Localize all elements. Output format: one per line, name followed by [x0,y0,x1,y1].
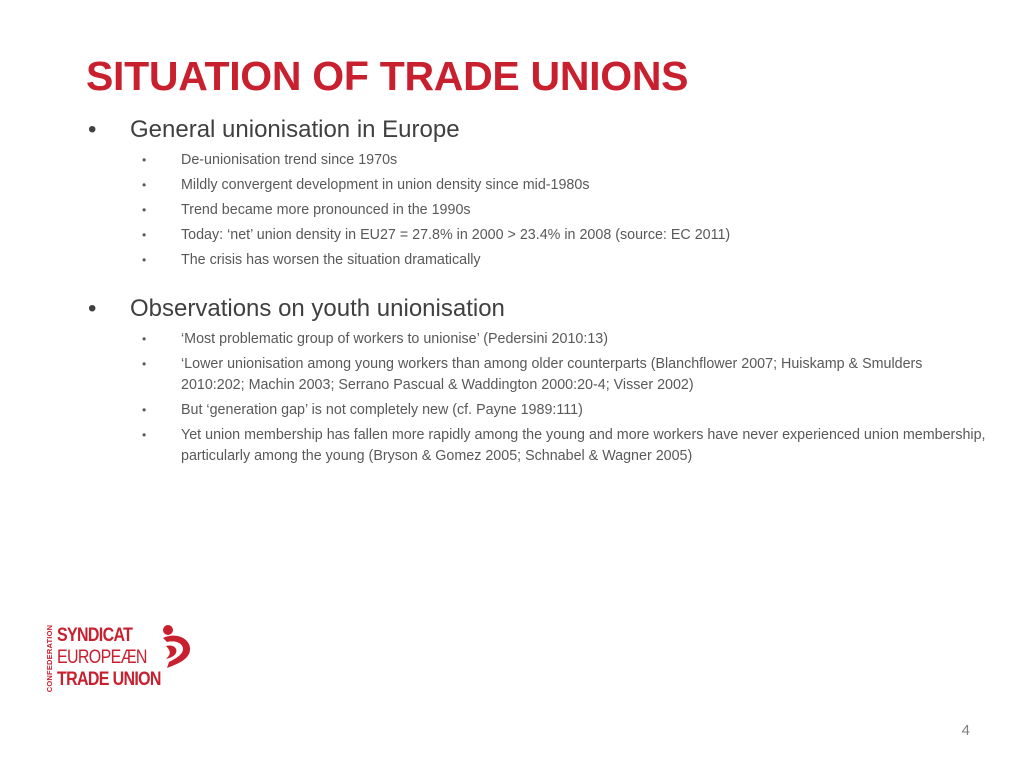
bullet-icon: • [142,357,147,371]
section-heading-text: Observations on youth unionisation [130,295,505,322]
sub-point-text: ‘Lower unionisation among young workers than among older counterparts (Blanchflower 2007; Huiskamp & Smulders 2010:202; Machin 2003; Serrano Pascual & Waddington 2000:20-4; Visser 2002) [181,356,923,393]
sub-point-list [86,329,986,467]
sub-point [86,354,986,396]
sub-point-text: The crisis has worsen the situation dramatically [181,252,481,268]
sub-point [86,175,986,196]
bullet-icon: • [142,253,147,267]
sub-point-text: Yet union membership has fallen more rapidly among the young and more workers have never experienced union membership, particularly among the young (Bryson & Gomez 2005; Schnabel & Wagner 2005) [181,427,986,464]
sub-point-text: De-unionisation trend since 1970s [181,152,398,168]
sub-point [86,150,986,171]
section-heading [86,114,986,146]
bullet-icon: • [88,295,97,322]
slide-title: SITUATION OF TRADE UNIONS [86,53,689,99]
section-heading-text: General unionisation in Europe [130,116,460,143]
sub-point [86,425,986,467]
sub-point-text: Today: ‘net’ union density in EU27 = 27.8% in 2000 > 23.4% in 2008 (source: EC 2011) [181,227,731,243]
sub-point-text: ‘Most problematic group of workers to unionise’ (Pedersini 2010:13) [181,331,609,347]
sub-point-text: Trend became more pronounced in the 1990s [181,202,471,218]
page-number: 4 [961,722,970,739]
sub-point-text: Mildly convergent development in union density since mid-1980s [181,177,590,193]
sub-point [86,225,986,246]
bullet-icon: • [88,116,97,143]
logo-line-syndicat: SYNDICAT [57,624,133,646]
sub-point-text: But ‘generation gap’ is not completely new (cf. Payne 1989:111) [181,402,583,418]
bullet-icon: • [142,203,147,217]
bullet-icon: • [142,332,147,346]
sub-point [86,200,986,221]
bullet-icon: • [142,228,147,242]
logo-line-europeaen: EUROPEÆN [57,646,147,668]
section-heading [86,293,986,325]
logo-side-text [44,624,55,693]
sub-point [86,329,986,350]
logo-line-trade-union: TRADE UNION [57,668,161,690]
slide-content [86,114,986,471]
bullet-icon: • [142,153,147,167]
etuc-emblem-icon [157,622,193,670]
etuc-logo [44,622,194,692]
bullet-icon: • [142,178,147,192]
sub-point [86,400,986,421]
sub-point [86,250,986,271]
bullet-icon: • [142,428,147,442]
section-general-unionisation [86,114,986,271]
bullet-icon: • [142,403,147,417]
section-youth-unionisation [86,293,986,467]
sub-point-list [86,150,986,271]
logo-confederation-text: CONFEDERATION [45,624,55,693]
